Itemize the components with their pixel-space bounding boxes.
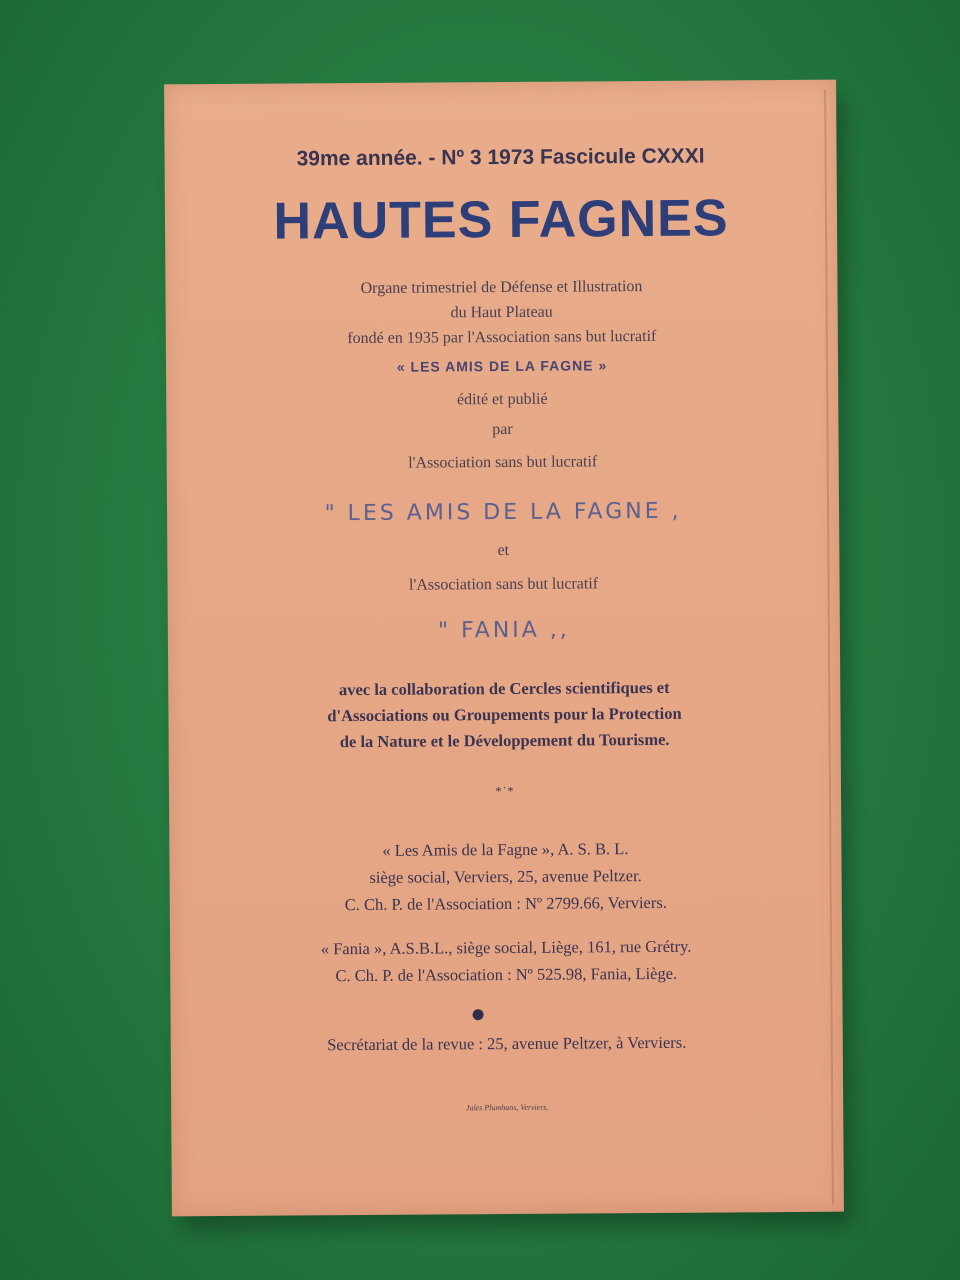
collaboration-line-2: d'Associations ou Groupements pour la Protection (327, 703, 682, 726)
association-intro-1: l'Association sans but lucratif (408, 453, 598, 472)
edited-line: édité et publié (456, 390, 548, 409)
address-line-1: « Les Amis de la Fagne », A. S. B. L. (382, 839, 629, 860)
address-line-4: « Fania », A.S.B.L., siège social, Liège, 161, rue Grétry. (320, 936, 692, 959)
booklet-back-cover (164, 80, 844, 1217)
founded-line: fondé en 1935 par l'Association sans but lucratif (347, 327, 657, 348)
association-name-large-2: " FANIA ,, (437, 617, 570, 644)
issue-line: 39me année. - Nº 3 1973 Fascicule CXXXI (296, 144, 705, 171)
address-line-5: C. Ch. P. de l'Association : Nº 525.98, Fania, Liège. (335, 963, 678, 986)
subtitle-line-1: Organe trimestriel de Défense et Illustration (360, 278, 643, 297)
by-line: par (492, 420, 513, 439)
subtitle-line-2: du Haut Plateau (450, 303, 553, 322)
association-intro-2: l'Association sans but lucratif (408, 575, 599, 594)
collaboration-line-1: avec la collaboration de Cercles scientifiques et (338, 677, 670, 700)
association-name-small: « LES AMIS DE LA FAGNE » (396, 357, 608, 375)
address-line-3: C. Ch. P. de l'Association : Nº 2799.66, Verviers. (344, 892, 667, 915)
bullet-dot-ornament (473, 1009, 484, 1020)
journal-title: HAUTES FAGNES (273, 189, 729, 251)
printer-credit: Jules Plumhans, Verviers. (465, 1102, 549, 1113)
collaboration-line-3: de la Nature et le Développement du Tourisme. (339, 729, 670, 752)
asterism-ornament: *˙* (495, 783, 515, 799)
secretariat-line: Secrétariat de la revue : 25, avenue Peltzer, à Verviers. (327, 1032, 687, 1055)
address-line-2: siège social, Verviers, 25, avenue Peltzer. (369, 866, 642, 887)
and-line: et (497, 541, 510, 560)
association-name-large-1: " LES AMIS DE LA FAGNE , (324, 498, 682, 527)
